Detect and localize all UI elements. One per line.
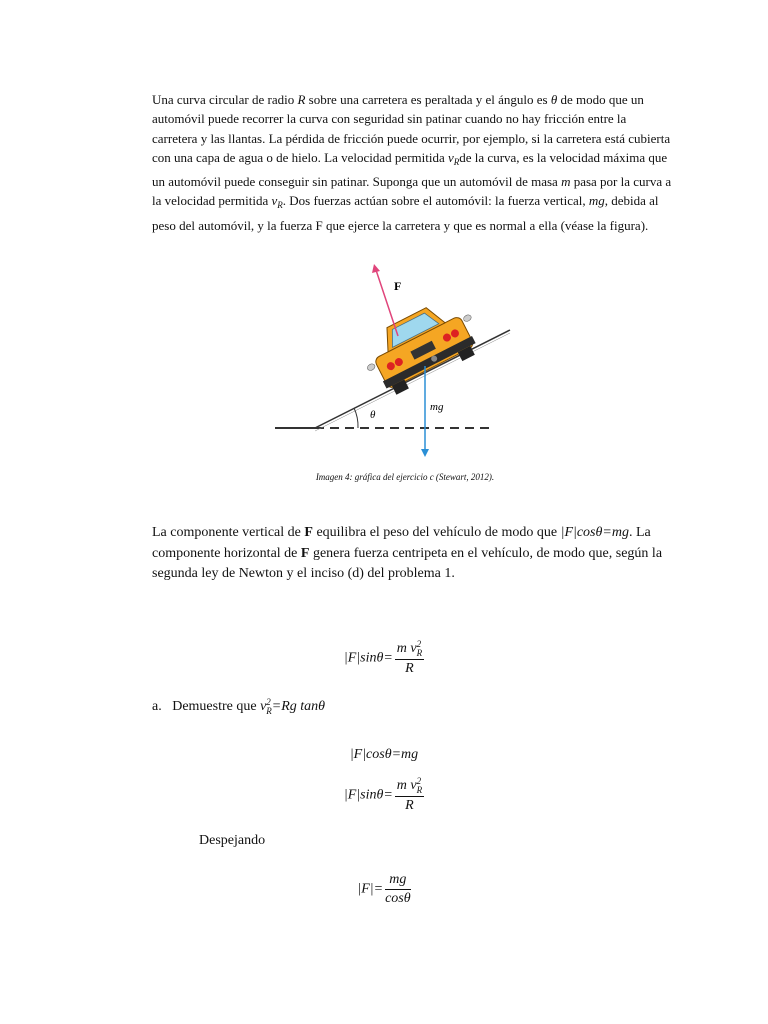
intro-text: Una curva circular de radio: [152, 92, 298, 107]
intro-text: sobre una carretera es peraltada y el ángulo es: [305, 92, 551, 107]
numerator: [395, 777, 424, 797]
item-rhs: =Rg tanθ: [271, 699, 326, 715]
force-F-arrowhead: [372, 264, 380, 273]
weight-mg-label: mg: [430, 401, 444, 413]
eq-lhs: |F|sinθ=: [343, 650, 393, 666]
mirror-left: [366, 363, 376, 372]
math-subscript-R: R: [277, 200, 283, 211]
subscript: R: [266, 706, 272, 716]
intro-text: de modo que un automóvil puede recorrer la curva con seguridad sin patinar cuando no hay fricción entre la carretera y las llantas. La pérdida de fricción puede ocurrir, por ejemplo, si la carretera está cubierta con una capa de agua o de hielo. La velocidad permitida: [152, 92, 671, 165]
denominator: R: [405, 661, 414, 676]
num-text: m v: [396, 641, 417, 657]
second-paragraph: [152, 523, 672, 585]
intro-paragraph: [152, 90, 672, 235]
intro-text: . Dos fuerzas actúan sobre el automóvil: la fuerza vertical,: [282, 193, 589, 209]
denominator: cosθ: [385, 891, 411, 906]
superscript: 2: [416, 639, 422, 649]
subscript: R: [416, 648, 423, 658]
math-theta: θ: [550, 92, 558, 107]
numerator: mg: [385, 872, 411, 890]
math-mg: mg: [588, 193, 605, 209]
despejando-text: Despejando: [199, 833, 266, 848]
weight-mg-arrowhead: [421, 449, 429, 457]
para2-text: genera fuerza centripeta en el vehículo, de modo que, según la segunda ley de Newton y el inciso (d) del problema 1.: [152, 545, 663, 581]
math-v: v: [260, 699, 267, 715]
bold-F: F: [300, 545, 310, 561]
sup-sub: [417, 777, 423, 795]
math-v: v: [271, 193, 278, 209]
para2-text: La componente vertical de: [152, 525, 305, 540]
eq-cos: |F|cosθ=mg: [349, 747, 419, 762]
figure-caption: Imagen 4: gráfica del ejercicio c (Stewart, 2012).: [315, 472, 495, 482]
superscript: 2: [266, 697, 271, 707]
force-F-label: F: [394, 279, 402, 293]
inline-equation: |F|cosθ=mg: [560, 525, 629, 540]
math-v: v: [448, 149, 454, 165]
item-a: [152, 698, 325, 716]
intro-text: , debida al peso del automóvil, y la fuerza F que ejerce la carretera y que es normal a ella (véase la figura).: [152, 193, 659, 233]
num-text: m v: [396, 778, 417, 794]
eq-lhs: |F|sinθ=: [343, 787, 393, 803]
intro-text: de la curva, es la velocidad máxima que un automóvil puede conseguir sin patinar. Suponga que un automóvil de masa: [152, 149, 668, 190]
intro-text: pasa por la curva a la velocidad permitida: [152, 174, 672, 209]
para2-text: equilibra el peso del vehículo de modo que: [312, 525, 561, 540]
math-R: R: [297, 92, 306, 107]
theta-label: θ: [370, 409, 376, 421]
item-text: Demuestre que: [172, 699, 261, 715]
fraction: [395, 777, 424, 814]
math-m: m: [561, 174, 571, 190]
superscript: 2: [416, 776, 422, 786]
denominator: R: [405, 798, 414, 813]
bold-F: F: [304, 525, 313, 540]
eq-lhs-F: |F|=: [357, 881, 384, 897]
banked-curve-figure: [270, 256, 520, 461]
subscript: R: [416, 785, 423, 795]
sup-sub: [417, 640, 423, 658]
equation-F: [0, 872, 768, 907]
item-label: a.: [152, 699, 162, 715]
equation-cos: [0, 747, 768, 763]
equation-sin-2: [0, 777, 768, 814]
para2-text: . La componente horizontal de: [152, 525, 651, 561]
car-on-banked-road-illustration: [270, 256, 520, 461]
fraction: [395, 640, 424, 677]
mirror-right: [462, 314, 472, 323]
fraction: [385, 872, 411, 907]
car: [355, 291, 487, 401]
equation-sin-1: [0, 640, 768, 677]
math-subscript-R: R: [453, 156, 460, 167]
numerator: [395, 640, 424, 660]
